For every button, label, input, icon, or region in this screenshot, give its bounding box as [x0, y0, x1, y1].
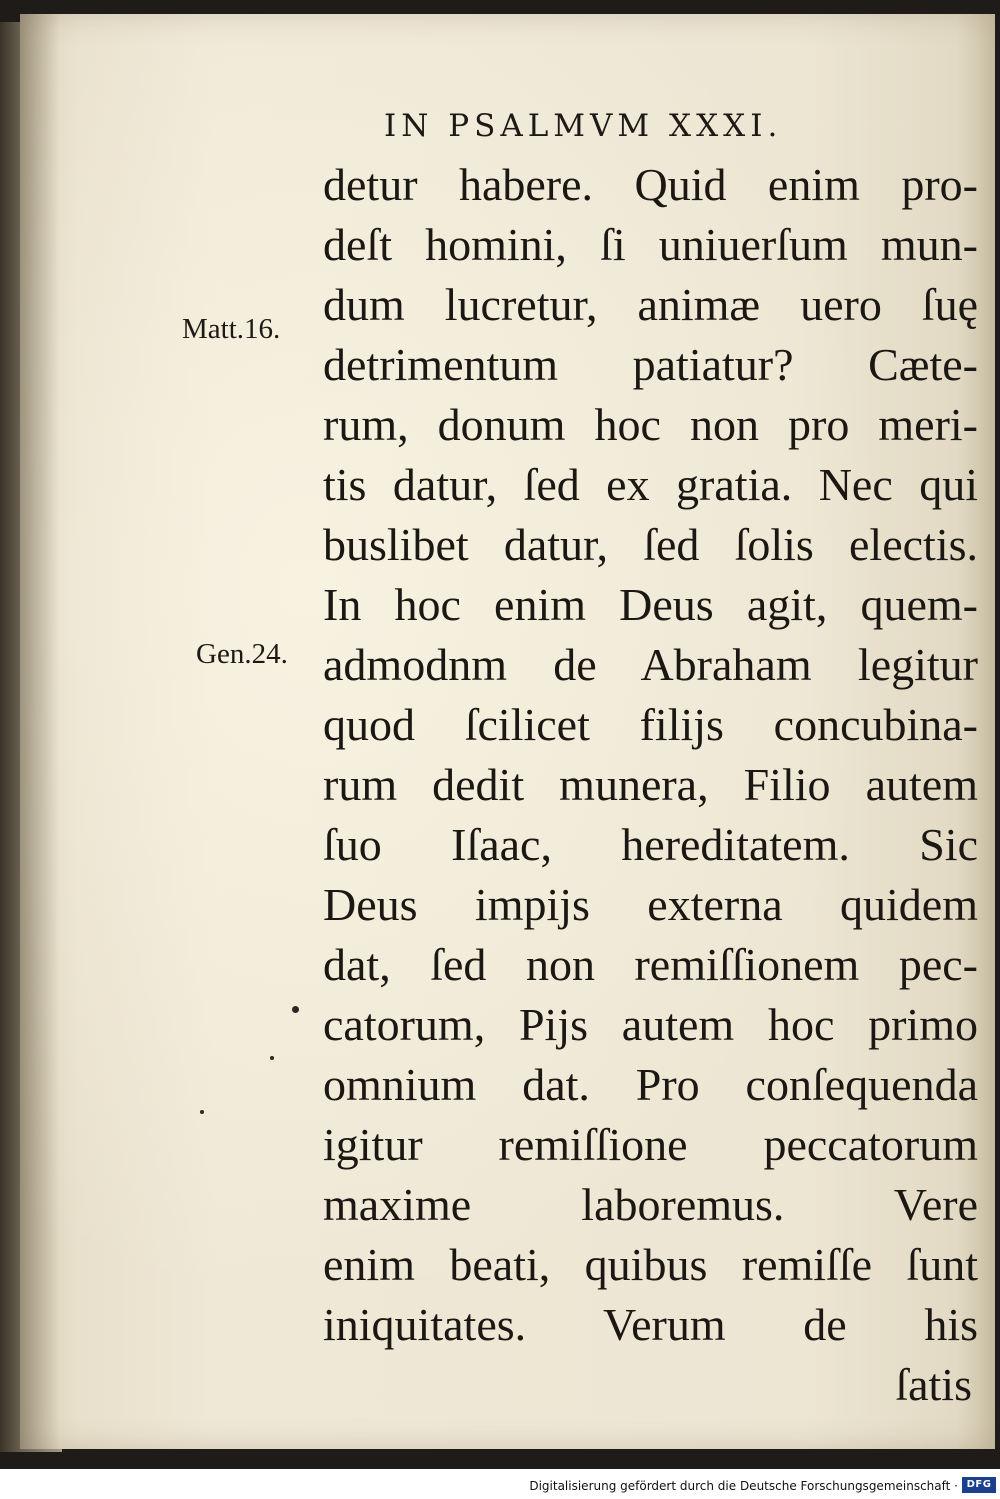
- text-line: igitur remiſſione peccatorum: [323, 1119, 978, 1170]
- marginal-note-genesis: Gen.24.: [196, 638, 288, 670]
- footer-bar: [0, 1469, 1000, 1499]
- text-line: admodnm de Abraham legitur: [323, 639, 978, 690]
- ink-speck: [200, 1110, 204, 1114]
- funding-credit: Digitalisierung gefördert durch die Deutsche Forschungsgemeinschaft ·: [529, 1479, 958, 1493]
- ink-speck: [292, 1006, 299, 1013]
- text-line: quod ſcilicet filijs concubina-: [323, 699, 978, 750]
- text-line: deſt homini, ſi uniuerſum mun-: [323, 219, 978, 270]
- text-line: In hoc enim Deus agit, quem-: [323, 579, 978, 630]
- text-line: maxime laboremus. Vere: [323, 1179, 978, 1230]
- text-line: catorum, Pijs autem hoc primo: [323, 999, 978, 1050]
- text-line: buslibet datur, ſed ſolis electis.: [323, 519, 978, 570]
- text-line: omnium dat. Pro conſequenda: [323, 1059, 978, 1110]
- text-line: Deus impijs externa quidem: [323, 879, 978, 930]
- text-line: rum dedit munera, Filio autem: [323, 759, 978, 810]
- text-line: dat, ſed non remiſſionem pec-: [323, 939, 978, 990]
- text-line: rum, donum hoc non pro meri-: [323, 399, 978, 450]
- dfg-logo-icon: DFG: [962, 1477, 996, 1493]
- text-line: iniquitates. Verum de his: [323, 1299, 978, 1350]
- text-line: detur habere. Quid enim pro-: [323, 159, 978, 210]
- marginal-note-matthew: Matt.16.: [182, 313, 281, 345]
- body-text: [323, 155, 978, 1415]
- catchword: ſatis: [895, 1359, 972, 1410]
- text-line: ſuo Iſaac, hereditatem. Sic: [323, 819, 978, 870]
- ink-speck: [270, 1056, 274, 1060]
- text-line: enim beati, quibus remiſſe ſunt: [323, 1239, 978, 1290]
- text-line: tis datur, ſed ex gratia. Nec qui: [323, 459, 978, 510]
- text-line: dum lucretur, animæ uero ſuę: [323, 279, 978, 330]
- text-line: detrimentum patiatur? Cæte-: [323, 339, 978, 390]
- gutter-shadow: [20, 14, 60, 1449]
- running-head: IN PSALMVM XXXI.: [384, 108, 783, 144]
